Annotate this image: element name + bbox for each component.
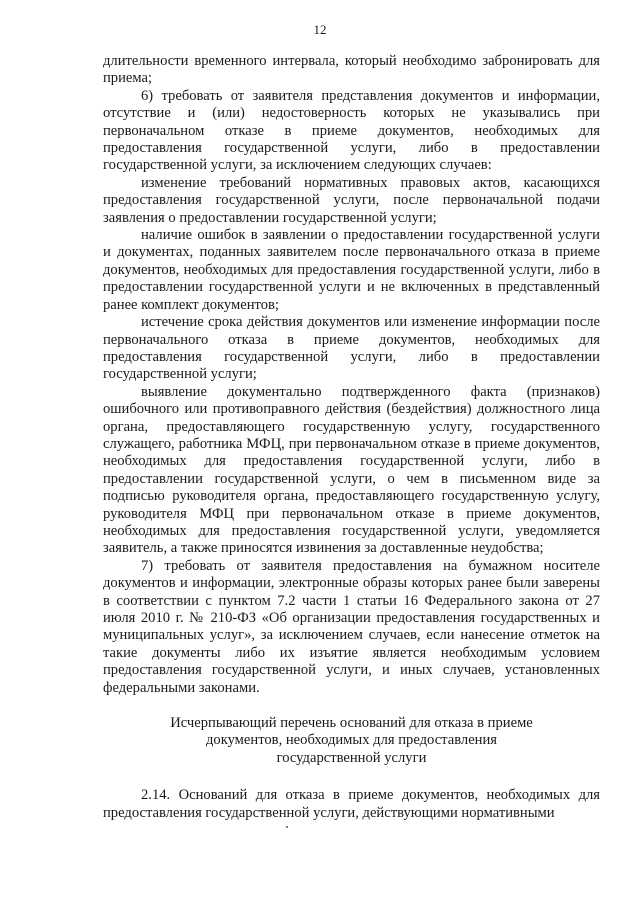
- section-heading-line-3: государственной услуги: [276, 749, 427, 766]
- section-heading-line-2: документов, необходимых для предоставления: [205, 732, 498, 749]
- document-body: [103, 53, 600, 822]
- section-heading-line-1: Исчерпывающий перечень оснований для отказа в приеме: [170, 715, 533, 732]
- paragraph-item-7: 7) требовать от заявителя предоставления на бумажном носителе документов и информации, электронные образы которых ранее были заверены в соответствии с пунктом 7.2 части 1 статьи 16 Федерального закона от 27 июля 2010 г. № 210-ФЗ «Об организации предоставления государственных и муниципальных услуг», за исключением случаев, если нанесение отметок на такие документы либо их изъятие является необходимым условием предоставления государственной услуги, и иных случаев, установленных федеральными законами.: [103, 557, 600, 696]
- page-number: 12: [313, 22, 327, 37]
- paragraph-exception-3: истечение срока действия документов или изменение информации после первоначального отказа в приеме документов, необходимых для предоставления государственной услуги, либо в предоставлении государственной услуги;: [103, 314, 600, 383]
- paragraph-exception-1: изменение требований нормативных правовых актов, касающихся предоставления государственной услуги, после первоначальной подачи заявления о предоставлении государственной услуги;: [103, 174, 600, 226]
- scan-speck: [286, 826, 288, 828]
- paragraph-exception-2: наличие ошибок в заявлении о предоставлении государственной услуги и документах, поданных заявителем после первоначального отказа в приеме документов, необходимых для предоставления государственной услуги, либо в предоставлении государственной услуги и не включенных в представленный ранее комплект документов;: [103, 227, 600, 313]
- paragraph-exception-4: выявление документально подтвержденного факта (признаков) ошибочного или противоправного действия (бездействия) должностного лица органа, предоставляющего государственную услугу, государственного служащего, работника МФЦ, при первоначальном отказе в приеме документов, необходимых для предоставления государственной услуги, либо в предоставлении государственной услуги, о чем в письменном виде за подписью руководителя органа, предоставляющего государственную услугу, руководителя МФЦ при первоначальном отказе в приеме документов, необходимых для предоставления государственной услуги, уведомляется заявитель, а также приносятся извинения за доставленные неудобства;: [103, 383, 600, 557]
- paragraph-item-6: 6) требовать от заявителя представления документов и информации, отсутствие и (или) недостоверность которых не указывались при первоначальном отказе в приеме документов, необходимых для предоставления государственной услуги, либо в предоставлении государственной услуги, за исключением следующих случаев:: [103, 87, 600, 174]
- section-heading: [103, 715, 600, 767]
- paragraph-2-14: 2.14. Оснований для отказа в приеме документов, необходимых для предоставления государственной услуги, действующими нормативными: [103, 787, 600, 821]
- paragraph-continuation: длительности временного интервала, который необходимо забронировать для приема;: [103, 53, 600, 87]
